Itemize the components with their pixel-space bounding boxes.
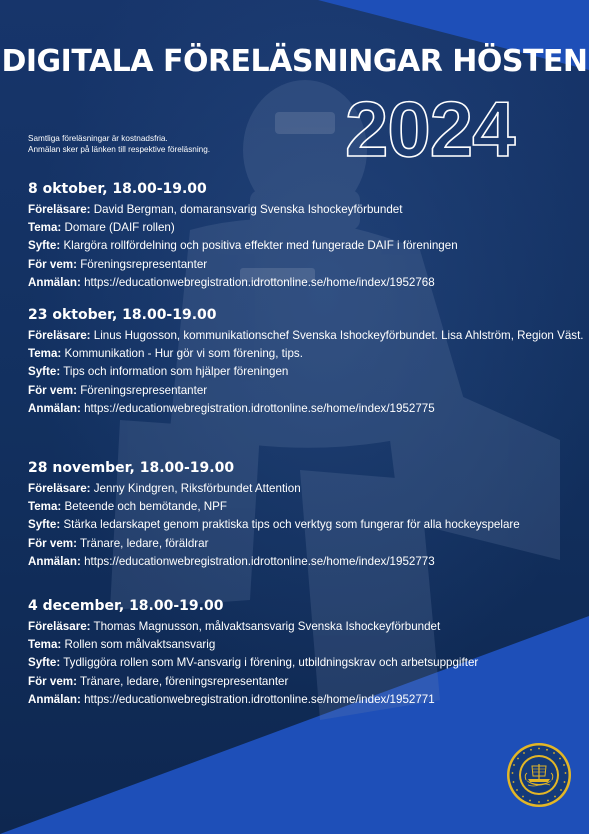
intro-text (28, 133, 210, 155)
event-audience: Föreningsrepresentanter (80, 257, 208, 271)
event-audience-row (28, 382, 584, 400)
event-speaker: David Bergman, domaransvarig Svenska Ishockeyförbundet (93, 203, 403, 216)
event-topic-row (28, 219, 458, 237)
intro-line: Samtliga föreläsningar är kostnadsfria. (28, 134, 168, 143)
purpose-label: Syfte: (28, 239, 61, 253)
event-block (28, 179, 458, 292)
event-audience: Föreningsrepresentanter (80, 383, 208, 397)
event-audience-row (28, 256, 458, 274)
audience-label: För vem: (28, 383, 77, 397)
event-speaker: Thomas Magnusson, målvaktsansvarig Svenska Ishockeyförbundet (93, 620, 441, 633)
signup-label: Anmälan: (28, 554, 81, 568)
audience-label: För vem: (28, 674, 77, 688)
event-purpose-row (28, 654, 478, 672)
signup-label: Anmälan: (28, 275, 81, 289)
poster-year: 2024 (345, 85, 515, 173)
event-speaker-row (28, 618, 478, 636)
topic-label: Tema: (28, 221, 62, 235)
event-signup-link[interactable]: https://educationwebregistration.idrottonline.se/home/index/1952775 (84, 401, 435, 415)
speaker-label: Föreläsare: (28, 482, 91, 495)
event-date: 4 december, 18.00-19.00 (28, 598, 224, 614)
event-topic: Kommunikation - Hur gör vi som förening, tips. (64, 347, 303, 361)
purpose-label: Syfte: (28, 518, 61, 532)
event-signup-row (28, 400, 584, 418)
event-purpose-row (28, 363, 584, 381)
event-speaker: Linus Hugosson, kommunikationschef Svenska Ishockeyförbundet. Lisa Ahlström, Region Väst. (93, 329, 584, 342)
event-purpose: Tydliggöra rollen som MV-ansvarig i förening, utbildningskrav och arbetsuppgifter (63, 656, 479, 670)
audience-label: För vem: (28, 536, 77, 550)
event-block (28, 305, 584, 418)
event-speaker-row (28, 201, 458, 219)
event-signup-link[interactable]: https://educationwebregistration.idrottonline.se/home/index/1952773 (84, 554, 435, 568)
event-purpose: Klargöra rollfördelning och positiva effekter med fungerade DAIF i föreningen (63, 239, 458, 253)
signup-label: Anmälan: (28, 692, 81, 706)
speaker-label: Föreläsare: (28, 620, 91, 633)
federation-emblem-icon (506, 742, 572, 808)
event-topic-row (28, 498, 520, 516)
topic-label: Tema: (28, 347, 62, 361)
event-signup-row (28, 274, 458, 292)
signup-label: Anmälan: (28, 401, 81, 415)
event-topic-row (28, 345, 584, 363)
event-topic-row (28, 636, 478, 654)
intro-line: Anmälan sker på länken till respektive föreläsning. (28, 145, 211, 154)
speaker-label: Föreläsare: (28, 203, 91, 216)
event-speaker-row (28, 327, 584, 345)
purpose-label: Syfte: (28, 656, 61, 670)
event-audience-row (28, 673, 478, 691)
event-purpose-row (28, 237, 458, 255)
event-date: 23 oktober, 18.00-19.00 (28, 307, 217, 323)
event-block (28, 596, 478, 709)
event-block (28, 458, 520, 571)
event-signup-row (28, 691, 478, 709)
audience-label: För vem: (28, 257, 77, 271)
event-date: 28 november, 18.00-19.00 (28, 460, 235, 476)
event-speaker-row (28, 480, 520, 498)
topic-label: Tema: (28, 638, 62, 652)
event-signup-link[interactable]: https://educationwebregistration.idrottonline.se/home/index/1952771 (84, 692, 435, 706)
event-signup-row (28, 553, 520, 571)
event-audience-row (28, 535, 520, 553)
topic-label: Tema: (28, 500, 62, 514)
event-purpose: Tips och information som hjälper föreningen (63, 365, 289, 379)
event-purpose-row (28, 516, 520, 534)
event-topic: Rollen som målvaktsansvarig (64, 638, 216, 652)
event-audience: Tränare, ledare, föreningsrepresentanter (79, 674, 289, 688)
event-date: 8 oktober, 18.00-19.00 (28, 181, 207, 197)
purpose-label: Syfte: (28, 365, 61, 379)
event-topic: Beteende och bemötande, NPF (64, 500, 227, 514)
event-audience: Tränare, ledare, föräldrar (79, 536, 209, 550)
event-speaker: Jenny Kindgren, Riksförbundet Attention (93, 482, 301, 495)
event-purpose: Stärka ledarskapet genom praktiska tips och verktyg som fungerar för alla hockeyspelare (63, 518, 520, 532)
event-topic: Domare (DAIF rollen) (64, 221, 175, 235)
speaker-label: Föreläsare: (28, 329, 91, 342)
event-signup-link[interactable]: https://educationwebregistration.idrottonline.se/home/index/1952768 (84, 275, 435, 289)
poster-title: DIGITALA FÖRELÄSNINGAR HÖSTEN (1, 44, 588, 79)
